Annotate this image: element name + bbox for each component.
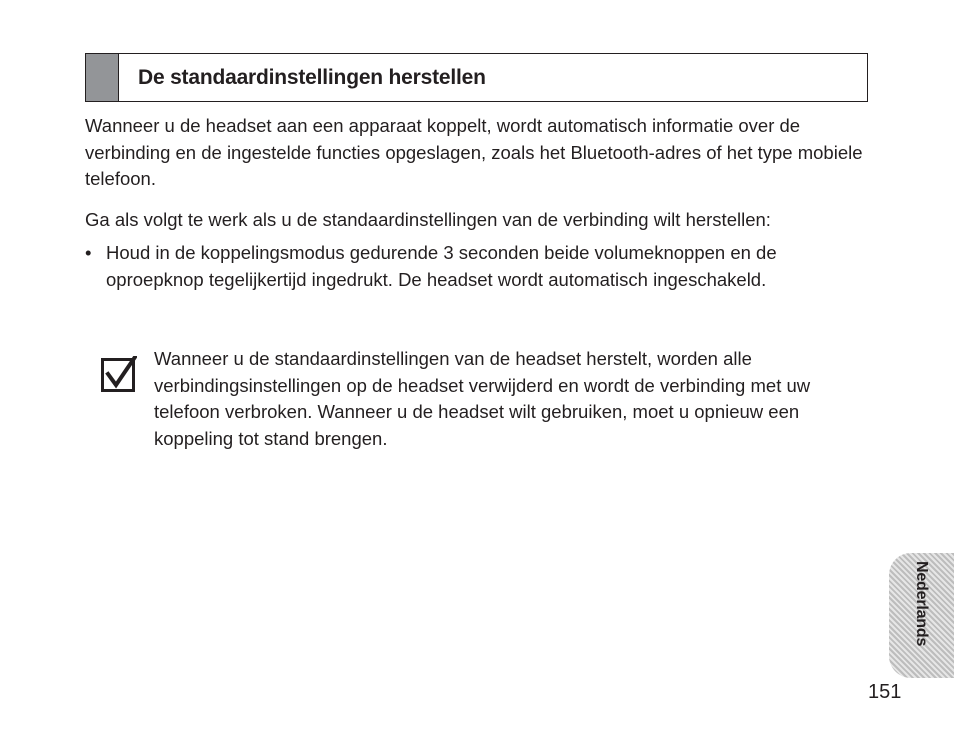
- bullet-marker: •: [85, 242, 92, 263]
- instruction-paragraph: Ga als volgt te werk als u de standaardinstellingen van de verbinding wilt herstellen:: [85, 209, 771, 230]
- note-text: Wanneer u de standaardinstellingen van de headset herstelt, worden alle verbindingsinstellingen op de headset verwijderd en wordt de verbinding met uw telefoon verbroken. Wanneer u de headset wilt gebruiken, moet u opnieuw een koppeling tot stand brengen.: [154, 348, 811, 449]
- section-title: De standaardinstellingen herstellen: [138, 66, 486, 89]
- intro-paragraph: Wanneer u de headset aan een apparaat koppelt, wordt automatisch informatie over de verbinding en de ingestelde functies opgeslagen, zoals het Bluetooth-adres of het type mobiele telefoon.: [85, 115, 863, 189]
- page-number: 151: [868, 681, 902, 703]
- language-label: Nederlands: [913, 561, 930, 647]
- instruction-list: [85, 240, 845, 293]
- language-tab: [889, 553, 954, 678]
- section-header: [85, 53, 868, 102]
- section-marker: [86, 54, 119, 101]
- list-item: [85, 240, 845, 293]
- checkbox-check-icon: [101, 356, 137, 392]
- list-item-text: Houd in de koppelingsmodus gedurende 3 seconden beide volumeknoppen en de oproepknop tegelijkertijd ingedrukt. De headset wordt automatisch ingeschakeld.: [106, 242, 777, 290]
